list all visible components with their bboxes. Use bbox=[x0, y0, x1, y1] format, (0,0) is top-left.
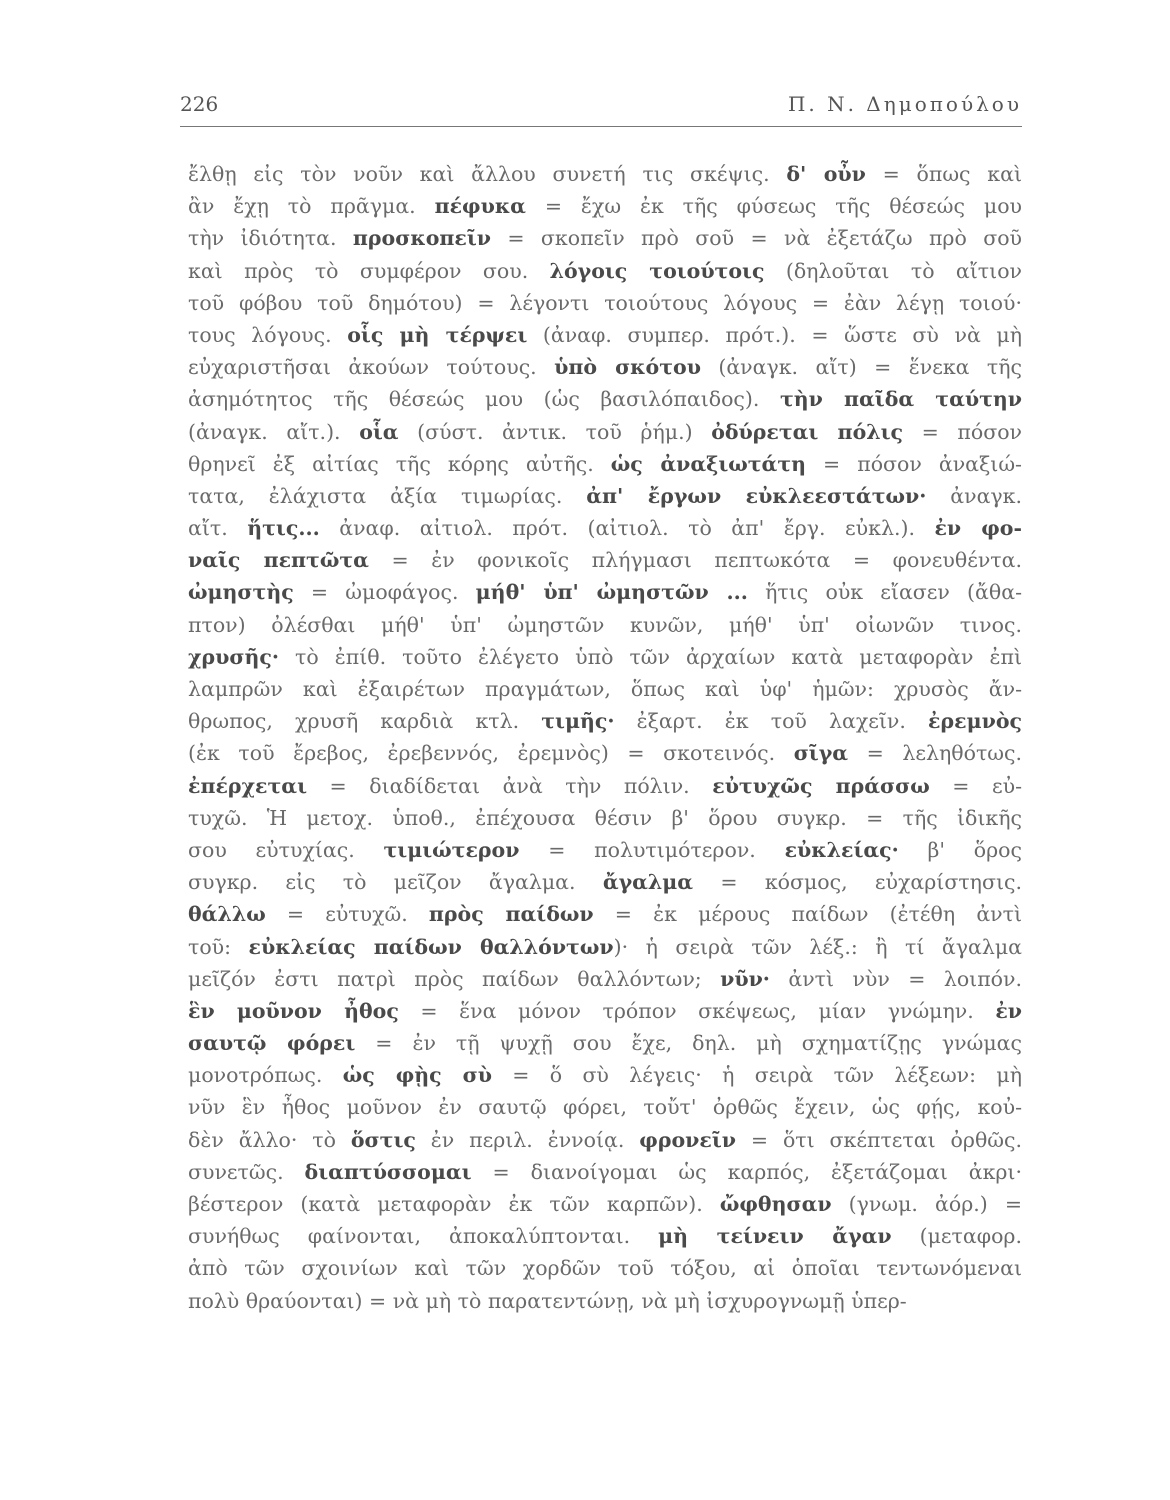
text-line bbox=[188, 898, 1022, 930]
gloss-text: ἔλθῃ εἰς τὸν νοῦν καὶ ἄλλου συνετή τις σκέψις. bbox=[188, 162, 787, 186]
gloss-text: = ὅπως καὶ bbox=[865, 162, 1022, 186]
gloss-text: ἀναφ. αἰτιολ. πρότ. (αἰτιολ. τὸ ἀπ' ἔργ. εὐκλ.). bbox=[319, 516, 935, 541]
text-line bbox=[188, 609, 1022, 641]
text-line bbox=[188, 673, 1022, 705]
text-line bbox=[188, 737, 1022, 769]
lemma-term: ἐπέρχεται bbox=[188, 773, 307, 798]
text-line bbox=[188, 1188, 1022, 1220]
gloss-text: συνήθως φαίνονται, ἀποκαλύπτονται. bbox=[188, 1224, 659, 1249]
lemma-term: οἷα bbox=[359, 419, 399, 444]
gloss-text: = ὅ σὺ λέγεις· ἡ σειρὰ τῶν λέξεων: μὴ bbox=[491, 1063, 1022, 1088]
lemma-term: ὑπὸ σκότου bbox=[554, 355, 701, 380]
text-line bbox=[188, 416, 1022, 448]
text-line bbox=[188, 705, 1022, 737]
text-line bbox=[188, 866, 1022, 898]
lemma-term: λόγοις τοιούτοις bbox=[549, 258, 765, 283]
gloss-text: (γνωμ. ἀόρ.) = bbox=[831, 1192, 1022, 1216]
lemma-term: πέφυκα bbox=[434, 194, 526, 219]
text-line bbox=[188, 544, 1022, 576]
gloss-text: τυχῶ. Ἡ μετοχ. ὑποθ., ἐπέχουσα θέσιν β' ὅρου συγκρ. = τῆς ἰδικῆς bbox=[188, 805, 1022, 830]
gloss-text: (ἐκ τοῦ ἔρεβος, ἐρεβεννός, ἐρεμνὸς) = σκοτεινός. bbox=[188, 741, 794, 766]
gloss-text: νῦν ἓν ἦθος μοῦνον ἐν σαυτῷ φόρει, τοὔτ' ὀρθῶς ἔχειν, ὡς φῄς, κοὐ- bbox=[188, 1095, 1022, 1120]
lemma-term: χρυσῆς· bbox=[188, 644, 279, 669]
text-line bbox=[188, 995, 1022, 1027]
lemma-term: δ' οὖν bbox=[786, 162, 866, 186]
gloss-text: β' ὅρος bbox=[898, 837, 1022, 862]
lemma-term: ὡς ἀναξιωτάτη bbox=[610, 451, 807, 476]
text-line bbox=[188, 287, 1022, 319]
gloss-text: τοῦ φόβου τοῦ δημότου) = λέγοντι τοιούτους λόγους = ἐὰν λέγῃ τοιού· bbox=[188, 290, 1022, 315]
gloss-text: πτον) ὀλέσθαι μήθ' ὑπ' ὠμηστῶν κυνῶν, μήθ' ὑπ' οἰωνῶν τινος. bbox=[188, 612, 1022, 637]
gloss-text: = πολυτιμότερον. bbox=[519, 837, 785, 862]
gloss-text: ἐν περιλ. ἐννοίᾳ. bbox=[415, 1127, 640, 1152]
text-line bbox=[188, 770, 1022, 802]
gloss-text: ἥτις οὐκ εἴασεν (ἄθα- bbox=[747, 580, 1022, 605]
text-line bbox=[188, 1124, 1022, 1156]
gloss-text: ἀπὸ τῶν σχοινίων καὶ τῶν χορδῶν τοῦ τόξου, αἱ ὁποῖαι τεντωνόμεναι bbox=[188, 1256, 1022, 1281]
gloss-text: = σκοπεῖν πρὸ σοῦ = νὰ ἐξετάζω πρὸ σοῦ bbox=[491, 226, 1022, 251]
text-line bbox=[188, 963, 1022, 995]
lemma-term: σῖγα bbox=[793, 741, 849, 766]
text-line bbox=[188, 448, 1022, 480]
lemma-term: ὤφθησαν bbox=[719, 1192, 832, 1216]
gloss-text: (σύστ. ἀντικ. τοῦ ῥήμ.) bbox=[398, 419, 712, 444]
text-line bbox=[188, 255, 1022, 287]
text-line bbox=[188, 1059, 1022, 1091]
gloss-text: εὐχαριστῆσαι ἀκούων τούτους. bbox=[188, 355, 555, 380]
text-line bbox=[188, 351, 1022, 383]
lemma-term: μήθ' ὑπ' ὠμηστῶν ... bbox=[475, 580, 748, 605]
gloss-text: τὸ ἐπίθ. τοῦτο ἐλέγετο ὑπὸ τῶν ἀρχαίων κατὰ μεταφορὰν ἐπὶ bbox=[278, 644, 1022, 669]
gloss-text: = εὐτυχῶ. bbox=[265, 902, 429, 927]
lemma-term: ὠμηστὴς bbox=[188, 580, 294, 605]
text-line bbox=[188, 512, 1022, 544]
body-text bbox=[188, 158, 1022, 1317]
gloss-text: τοῦ: bbox=[188, 934, 249, 959]
lemma-term: διαπτύσσομαι bbox=[304, 1159, 472, 1184]
gloss-text: (ἀναγκ. αἴτ.). bbox=[188, 419, 360, 444]
gloss-text: = λεληθότως. bbox=[848, 741, 1022, 766]
gloss-text: = ἔχω ἐκ τῆς φύσεως τῆς θέσεώς μου bbox=[525, 194, 1022, 219]
text-line bbox=[188, 641, 1022, 673]
text-line bbox=[188, 158, 1022, 190]
gloss-text: = ἐν φονικοῖς πλήγμασι πεπτωκότα = φονευθέντα. bbox=[368, 548, 1022, 573]
text-line bbox=[188, 1156, 1022, 1188]
text-line bbox=[188, 931, 1022, 963]
lemma-term: τιμῆς· bbox=[541, 709, 615, 734]
lemma-term: ἄγαλμα bbox=[602, 870, 694, 895]
gloss-text: (μεταφορ. bbox=[891, 1224, 1022, 1249]
lemma-term: σαυτῷ φόρει bbox=[188, 1031, 356, 1056]
gloss-text: αἴτ. bbox=[188, 516, 248, 541]
gloss-text: θρωπος, χρυσῆ καρδιὰ κτλ. bbox=[188, 709, 542, 734]
lemma-term: ἓν μοῦνον ἦθος bbox=[188, 998, 399, 1023]
lemma-term: φρονεῖν bbox=[639, 1127, 736, 1152]
gloss-text: = διαδίδεται ἀνὰ τὴν πόλιν. bbox=[307, 773, 713, 798]
lemma-term: ὡς φῂς σὺ bbox=[342, 1063, 492, 1088]
gloss-text: τὴν ἰδιότητα. bbox=[188, 226, 353, 251]
lemma-term: εὐτυχῶς πράσσω bbox=[712, 773, 930, 798]
lemma-term: οἷς μὴ τέρψει bbox=[347, 322, 528, 347]
gloss-text: μεῖζόν ἐστι πατρὶ πρὸς παίδων θαλλόντων; bbox=[188, 966, 721, 991]
lemma-term: θάλλω bbox=[188, 902, 266, 927]
text-line bbox=[188, 1220, 1022, 1252]
lemma-term: ἐν bbox=[995, 998, 1022, 1023]
gloss-text: ἐξαρτ. ἐκ τοῦ λαχεῖν. bbox=[614, 709, 929, 734]
gloss-text: θρηνεῖ ἐξ αἰτίας τῆς κόρης αὐτῆς. bbox=[188, 451, 611, 476]
text-line bbox=[188, 1252, 1022, 1284]
running-author: Π. Ν. Δημοπούλου bbox=[787, 92, 1022, 116]
gloss-text: = ὅτι σκέπτεται ὀρθῶς. bbox=[735, 1127, 1022, 1152]
gloss-text: = πόσον bbox=[903, 419, 1022, 444]
gloss-text: = ἐν τῇ ψυχῇ σου ἔχε, δηλ. μὴ σχηματίζῃς γνώμας bbox=[355, 1031, 1022, 1056]
gloss-text: = εὐ- bbox=[929, 773, 1022, 798]
lemma-term: εὐκλείας· bbox=[784, 837, 899, 862]
gloss-text: τους λόγους. bbox=[188, 322, 348, 347]
gloss-text: )· ἡ σειρὰ τῶν λέξ.: ἢ τί ἄγαλμα bbox=[613, 934, 1022, 959]
text-line bbox=[188, 190, 1022, 222]
gloss-text: (ἀναγκ. αἴτ) = ἕνεκα τῆς bbox=[700, 355, 1022, 380]
lemma-term: μὴ τείνειν ἄγαν bbox=[658, 1224, 892, 1249]
lemma-term: ἥτις... bbox=[247, 516, 320, 541]
text-line bbox=[188, 576, 1022, 608]
lemma-term: προσκοπεῖν bbox=[352, 226, 491, 251]
lemma-term: ὅστις bbox=[350, 1127, 416, 1152]
gloss-text: ἂν ἔχῃ τὸ πρᾶγμα. bbox=[188, 194, 435, 219]
gloss-text: ἀναγκ. bbox=[926, 483, 1022, 508]
text-line bbox=[188, 480, 1022, 512]
text-line bbox=[188, 1285, 1022, 1317]
gloss-text: = ἕνα μόνον τρόπον σκέψεως, μίαν γνώμην. bbox=[398, 998, 996, 1023]
gloss-text: σου εὐτυχίας. bbox=[188, 837, 384, 862]
gloss-text: = διανοίγομαι ὡς καρπός, ἐξετάζομαι ἀκρι· bbox=[471, 1159, 1022, 1184]
page-number: 226 bbox=[180, 92, 219, 116]
gloss-text: = ἐκ μέρους παίδων (ἐτέθη ἀντὶ bbox=[593, 902, 1022, 927]
lemma-term: ἀπ' ἔργων εὐκλεεστάτων· bbox=[586, 483, 927, 508]
gloss-text: = πόσον ἀναξιώ- bbox=[806, 451, 1022, 476]
lemma-term: εὐκλείας παίδων θαλλόντων bbox=[248, 934, 614, 959]
gloss-text: τατα, ἐλάχιστα ἀξία τιμωρίας. bbox=[188, 483, 587, 508]
gloss-text: πολὺ θραύονται) = νὰ μὴ τὸ παρατεντώνῃ, νὰ μὴ ἰσχυρογνωμῇ ὑπερ- bbox=[188, 1288, 907, 1313]
gloss-text: = κόσμος, εὐχαρίστησις. bbox=[693, 870, 1022, 895]
gloss-text: = ὠμοφάγος. bbox=[293, 580, 476, 605]
text-line bbox=[188, 1027, 1022, 1059]
gloss-text: δὲν ἄλλο· τὸ bbox=[188, 1127, 351, 1152]
gloss-text: μονοτρόπως. bbox=[188, 1063, 343, 1088]
header-rule bbox=[180, 126, 1022, 127]
lemma-term: ἐρεμνὸς bbox=[928, 709, 1022, 734]
gloss-text: καὶ πρὸς τὸ συμφέρον σου. bbox=[188, 258, 550, 283]
gloss-text: βέστερον (κατὰ μεταφορὰν ἐκ τῶν καρπῶν). bbox=[188, 1192, 720, 1216]
text-line bbox=[188, 222, 1022, 254]
lemma-term: νῦν· bbox=[720, 966, 770, 991]
lemma-term: τιμιώτερον bbox=[383, 837, 520, 862]
gloss-text: (ἀναφ. συμπερ. πρότ.). = ὥστε σὺ νὰ μὴ bbox=[527, 322, 1022, 347]
lemma-term: τὴν παῖδα ταύτην bbox=[779, 387, 1022, 412]
gloss-text: ἀντὶ νὺν = λοιπόν. bbox=[769, 966, 1022, 991]
gloss-text: ἀσημότητος τῆς θέσεώς μου (ὡς βασιλόπαιδος). bbox=[188, 387, 780, 412]
gloss-text: συνετῶς. bbox=[188, 1159, 305, 1184]
gloss-text: συγκρ. εἰς τὸ μεῖζον ἄγαλμα. bbox=[188, 870, 603, 895]
lemma-term: πρὸς παίδων bbox=[428, 902, 594, 927]
lemma-term: ἐν φο- bbox=[934, 516, 1022, 541]
text-line bbox=[188, 802, 1022, 834]
running-header bbox=[180, 92, 1022, 126]
text-line bbox=[188, 383, 1022, 415]
text-line bbox=[188, 319, 1022, 351]
lemma-term: ὀδύρεται πόλις bbox=[711, 419, 904, 444]
gloss-text: λαμπρῶν καὶ ἐξαιρέτων πραγμάτων, ὅπως καὶ ὑφ' ἡμῶν: χρυσὸς ἄν- bbox=[188, 677, 1022, 701]
gloss-text: (δηλοῦται τὸ αἴτιον bbox=[764, 258, 1022, 283]
lemma-term: ναῖς πεπτῶτα bbox=[188, 548, 369, 573]
text-line bbox=[188, 834, 1022, 866]
text-line bbox=[188, 1091, 1022, 1123]
